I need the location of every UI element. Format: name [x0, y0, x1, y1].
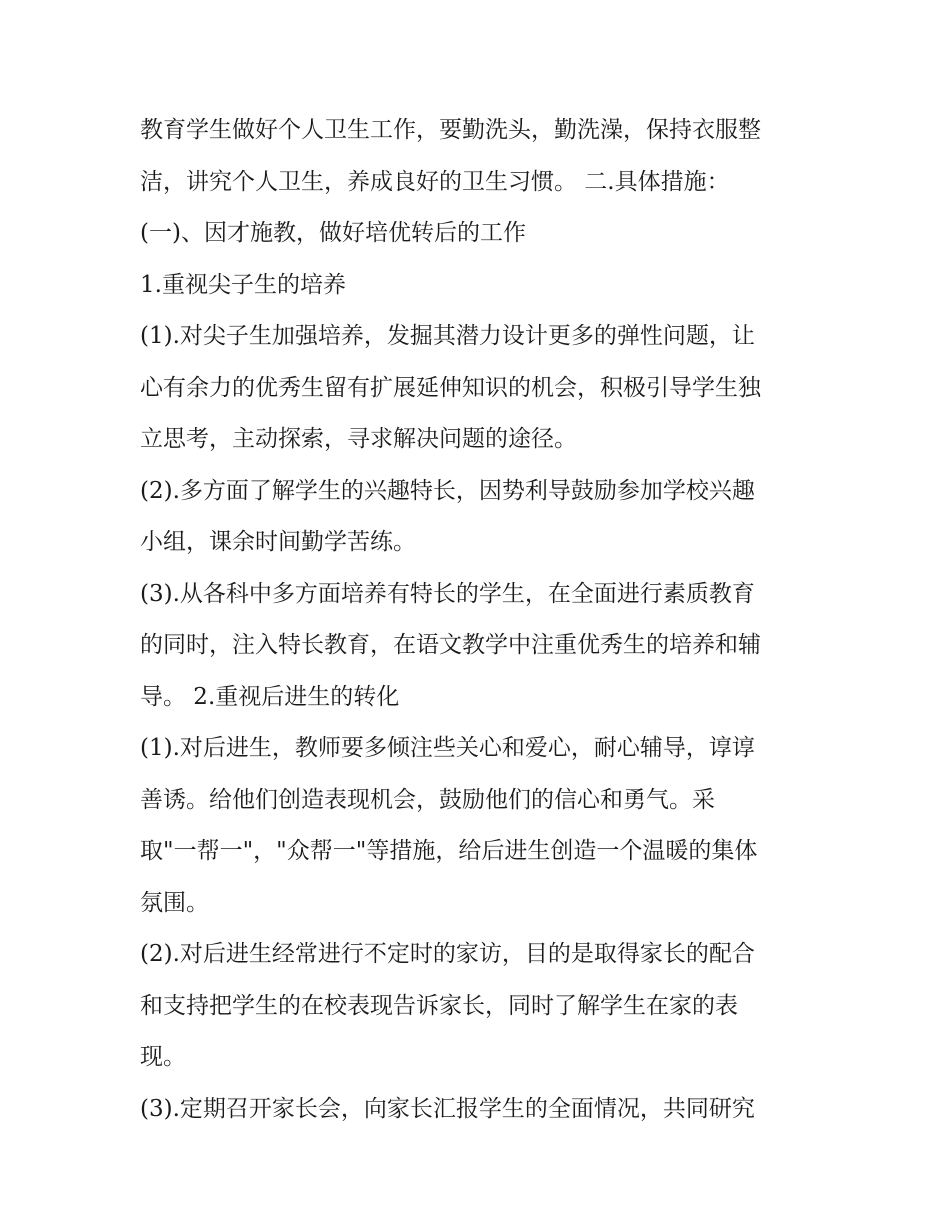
text-line: 小组，课余时间勤学苦练。 [140, 529, 416, 555]
text-line: 取"一帮一"，"众帮一"等措施，给后进生创造一个温暖的集体 [140, 838, 758, 864]
text-line: (2).对后进生经常进行不定时的家访，目的是取得家长的配合 [140, 941, 755, 967]
subsection-heading: 1.重视尖子生的培养 [140, 271, 346, 298]
section-heading: (一)、因才施教，做好培优转后的工作 [140, 220, 526, 246]
document-body [140, 108, 820, 1138]
text-line: 和支持把学生的在校表现告诉家长，同时了解学生在家的表 [140, 992, 738, 1019]
text-line: 的同时，注入特长教育，在语文教学中注重优秀生的培养和辅 [140, 632, 761, 658]
text-line: (1).对后进生，教师要多倾注些关心和爱心，耐心辅导，谆谆 [140, 735, 755, 761]
text-line: (1).对尖子生加强培养，发掘其潜力设计更多的弹性问题，让 [140, 323, 755, 349]
text-line: 导。 2.重视后进生的转化 [140, 683, 400, 710]
text-line: 立思考，主动探索，寻求解决问题的途径。 [140, 426, 577, 452]
text-line: (2).多方面了解学生的兴趣特长，因势利导鼓励参加学校兴趣 [140, 477, 755, 504]
text-line: 善诱。给他们创造表现机会，鼓励他们的信心和勇气。采 [140, 786, 715, 813]
text-line: 心有余力的优秀生留有扩展延伸知识的机会，积极引导学生独 [140, 374, 761, 401]
text-line: 教育学生做好个人卫生工作，要勤洗头，勤洗澡，保持衣服整 [140, 117, 761, 143]
text-line: 氛围。 [140, 889, 209, 916]
text-line: (3).定期召开家长会，向家长汇报学生的全面情况，共同研究 [140, 1095, 755, 1122]
text-line: (3).从各科中多方面培养有特长的学生，在全面进行素质教育 [140, 580, 755, 607]
text-line: 洁，讲究个人卫生，养成良好的卫生习惯。 二.具体措施： [140, 168, 730, 195]
text-line: 现。 [140, 1044, 186, 1070]
